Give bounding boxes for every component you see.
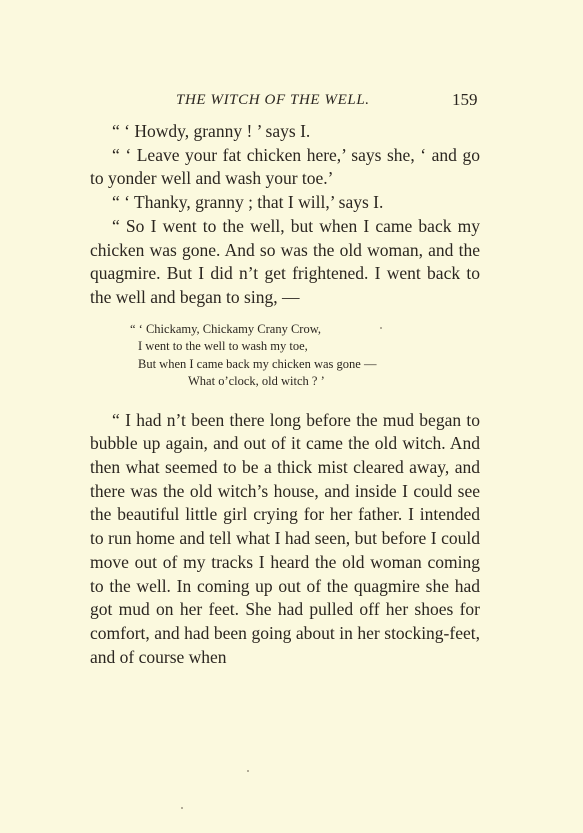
paper-speck: [380, 327, 382, 329]
verse-line: I went to the well to wash my toe,: [138, 339, 308, 354]
running-title: THE WITCH OF THE WELL.: [176, 92, 370, 108]
paragraph: “ I had n’t been there long before the mud began to bubble up again, and out of it came the old witch. And then what seemed to be a thick mist cleared away, and there was the old witch’s house, and inside I could see the beautiful little girl crying for her father. I intended to run home and tell what I had seen, but before I could move out of my tracks I heard the old woman coming to the well. In coming up out of the quagmire she had got mud on her feet. She had pulled off her shoes for comfort, and had been going about in her stocking-feet, and of course when: [90, 409, 480, 667]
paper-speck: [247, 770, 249, 772]
body-text: [90, 120, 480, 669]
paper-speck: [181, 807, 183, 809]
paragraph: “ ‘ Thanky, granny ; that I will,’ says I.: [112, 192, 384, 213]
verse-line: What o’clock, old witch ? ’: [188, 374, 325, 389]
verse-line: But when I came back my chicken was gone —: [138, 356, 377, 371]
page-header: [0, 92, 583, 114]
page-number: 159: [452, 90, 478, 109]
paragraph: “ ‘ Howdy, granny ! ’ says I.: [112, 121, 311, 141]
verse-line: “ ‘ Chickamy, Chickamy Crany Crow,: [130, 321, 322, 336]
paragraph: “ So I went to the well, but when I came back my chicken was gone. And so was the old woman, and the quagmire. But I did n’t get frightened. I went back to the well and began to sing, —: [90, 215, 480, 307]
verse-block: [90, 321, 480, 391]
paragraph: “ ‘ Leave your fat chicken here,’ says she, ‘ and go to yonder well and wash your toe.’: [90, 144, 480, 189]
